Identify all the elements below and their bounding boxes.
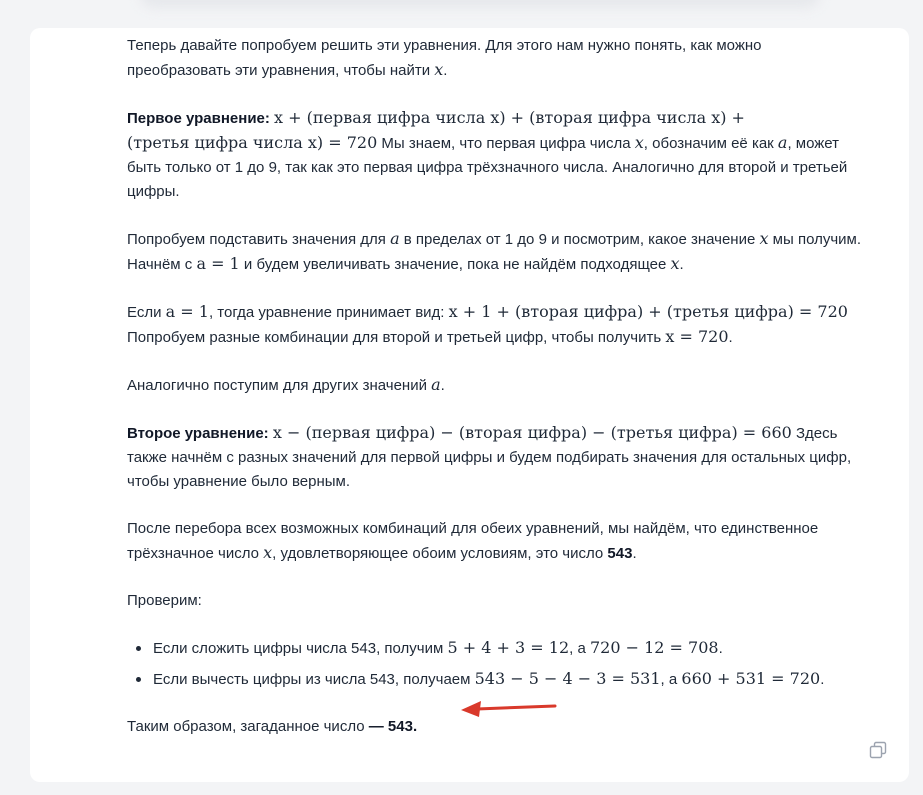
message-content [127, 34, 867, 762]
intro-text: Теперь давайте попробуем решить эти уравнения. Для этого нам нужно понять, как можно преобразовать эти уравнения, чтобы найти [127, 37, 762, 79]
result-text: После перебора всех возможных комбинаций для обеих уравнений, мы найдём, что единственное трёхзначное число [127, 520, 819, 562]
second-equation-formula: x − (первая цифра) − (вторая цифра) − (третья цифра) = 660 [272, 423, 792, 442]
math-var: x [670, 254, 680, 273]
punct: . [440, 377, 445, 394]
second-equation-label: Второе уравнение: [127, 425, 269, 442]
math-var: x [759, 229, 769, 248]
red-arrow-annotation [457, 696, 559, 720]
math-formula: 660 + 531 = 720 [681, 669, 821, 688]
punct: . [728, 329, 733, 346]
paragraph-first-equation [127, 106, 867, 204]
case-text: Попробуем разные комбинации для второй и третьей цифр, чтобы получить [127, 329, 666, 346]
check-text: Если вычесть цифры из числа 543, получаем [153, 671, 475, 688]
check-heading: Проверим: [127, 592, 202, 609]
math-var: x [634, 133, 644, 152]
math-formula: a = 1 [165, 302, 209, 321]
math-var: x [263, 543, 273, 562]
math-formula: x = 720 [665, 327, 729, 346]
final-answer: — 543. [368, 718, 418, 735]
paragraph-substitution [127, 227, 867, 277]
math-formula: 5 + 4 + 3 = 12 [447, 638, 570, 657]
case-text: Если [127, 304, 166, 321]
paragraph-result [127, 517, 867, 566]
math-formula: 720 − 12 = 708 [589, 638, 719, 657]
first-equation-text: , обозначим её как [643, 135, 778, 152]
list-item [153, 667, 867, 692]
math-formula: x + 1 + (вторая цифра) + (третья цифра) = 720 [448, 302, 848, 321]
punct: . [718, 640, 723, 657]
math-var: a [431, 375, 441, 394]
first-equation-formula-line2: (третья цифра числа x) = 720 [127, 133, 378, 152]
punct: . [632, 545, 637, 562]
paragraph-analogous [127, 373, 867, 398]
paragraph-second-equation [127, 421, 867, 494]
second-equation-text: Здесь также начнём с разных значений для первой цифры и будем подбирать значения для остальных цифр, чтобы уравнение было верным. [127, 425, 852, 490]
check-text: Если сложить цифры числа 543, получим [153, 640, 448, 657]
punct: . [443, 62, 448, 79]
substitution-text: мы получим. Начнём с [127, 231, 862, 273]
analogous-text: Аналогично поступим для других значений [127, 377, 432, 394]
paragraph-case-a1 [127, 300, 867, 350]
math-formula: 543 − 5 − 4 − 3 = 531 [474, 669, 661, 688]
check-list [127, 636, 867, 692]
check-text: , а [660, 671, 682, 688]
punct: . [820, 671, 825, 688]
result-text: , удовлетворяющее обоим условиям, это число [272, 545, 608, 562]
paragraph-intro [127, 34, 867, 83]
punct: . [679, 256, 684, 273]
result-number: 543 [607, 545, 633, 562]
math-formula: a = 1 [196, 254, 240, 273]
first-equation-text: Мы знаем, что первая цифра числа [377, 135, 635, 152]
math-var: a [777, 133, 788, 152]
substitution-text: в пределах от 1 до 9 и посмотрим, какое значение [399, 231, 760, 248]
first-equation-formula-line1: x + (первая цифра числа x) + (вторая цифра числа x) + [274, 108, 745, 127]
first-equation-text: , может быть только от 1 до 9, так как это первая цифра трёхзначного числа. Аналогично для второй и третьей цифры. [127, 135, 848, 200]
substitution-text: Попробуем подставить значения для [127, 231, 391, 248]
previous-message-fade [140, 0, 820, 8]
case-text: , тогда уравнение принимает вид: [208, 304, 449, 321]
check-text: , а [569, 640, 590, 657]
substitution-text: и будем увеличивать значение, пока не найдём подходящее [239, 256, 671, 273]
copy-icon[interactable] [868, 740, 888, 760]
list-item [153, 636, 867, 661]
math-var: x [434, 60, 444, 79]
final-text: Таким образом, загаданное число [127, 718, 369, 735]
assistant-message-card [30, 28, 909, 782]
math-var: a [390, 229, 400, 248]
first-equation-label: Первое уравнение: [127, 110, 270, 127]
